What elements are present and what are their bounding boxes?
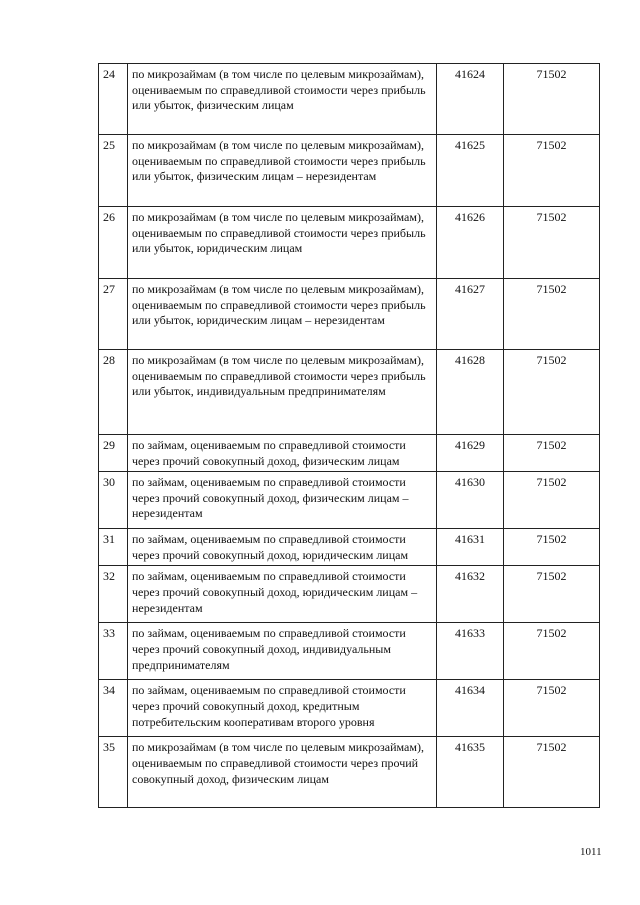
account-code-1: 41629 <box>437 435 504 472</box>
row-number: 24 <box>99 64 128 135</box>
row-description: по займам, оцениваемым по справедливой стоимости через прочий совокупный доход, юридическим лицам <box>128 529 437 566</box>
table-body <box>99 64 600 808</box>
row-number: 32 <box>99 566 128 623</box>
row-description: по микрозаймам (в том числе по целевым микрозаймам), оцениваемым по справедливой стоимости через прибыль или убыток, индивидуальным предпринимателям <box>128 350 437 435</box>
row-description: по займам, оцениваемым по справедливой стоимости через прочий совокупный доход, кредитным потребительским кооперативам второго уровня <box>128 680 437 737</box>
account-code-2: 71502 <box>504 737 600 808</box>
account-code-1: 41628 <box>437 350 504 435</box>
account-code-1: 41632 <box>437 566 504 623</box>
account-code-1: 41634 <box>437 680 504 737</box>
row-description: по займам, оцениваемым по справедливой стоимости через прочий совокупный доход, индивидуальным предпринимателям <box>128 623 437 680</box>
account-code-1: 41626 <box>437 207 504 279</box>
table-row <box>99 737 600 808</box>
table-row <box>99 350 600 435</box>
account-code-1: 41635 <box>437 737 504 808</box>
row-number: 35 <box>99 737 128 808</box>
account-code-2: 71502 <box>504 472 600 529</box>
account-code-2: 71502 <box>504 529 600 566</box>
account-code-2: 71502 <box>504 350 600 435</box>
account-code-2: 71502 <box>504 566 600 623</box>
accounts-table <box>98 63 600 808</box>
account-code-1: 41625 <box>437 135 504 207</box>
row-number: 26 <box>99 207 128 279</box>
row-number: 29 <box>99 435 128 472</box>
row-number: 25 <box>99 135 128 207</box>
row-number: 33 <box>99 623 128 680</box>
table-row <box>99 623 600 680</box>
account-code-1: 41630 <box>437 472 504 529</box>
table-row <box>99 207 600 279</box>
row-description: по микрозаймам (в том числе по целевым микрозаймам), оцениваемым по справедливой стоимости через прибыль или убыток, юридическим лицам – нерезидентам <box>128 279 437 350</box>
row-number: 27 <box>99 279 128 350</box>
account-code-2: 71502 <box>504 64 600 135</box>
account-code-1: 41627 <box>437 279 504 350</box>
account-code-2: 71502 <box>504 435 600 472</box>
account-code-2: 71502 <box>504 279 600 350</box>
table-row <box>99 64 600 135</box>
table-row <box>99 566 600 623</box>
page-number: 1011 <box>580 846 602 858</box>
row-description: по микрозаймам (в том числе по целевым микрозаймам), оцениваемым по справедливой стоимости через прибыль или убыток, физическим лицам – нерезидентам <box>128 135 437 207</box>
table-row <box>99 135 600 207</box>
row-description: по микрозаймам (в том числе по целевым микрозаймам), оцениваемым по справедливой стоимости через прочий совокупный доход, физическим лицам <box>128 737 437 808</box>
table-row <box>99 279 600 350</box>
table-row <box>99 529 600 566</box>
table-row <box>99 435 600 472</box>
table-row <box>99 472 600 529</box>
account-code-1: 41633 <box>437 623 504 680</box>
row-number: 31 <box>99 529 128 566</box>
account-code-2: 71502 <box>504 680 600 737</box>
row-description: по микрозаймам (в том числе по целевым микрозаймам), оцениваемым по справедливой стоимости через прибыль или убыток, юридическим лицам <box>128 207 437 279</box>
row-description: по займам, оцениваемым по справедливой стоимости через прочий совокупный доход, физическим лицам <box>128 435 437 472</box>
account-code-2: 71502 <box>504 135 600 207</box>
row-number: 34 <box>99 680 128 737</box>
row-description: по микрозаймам (в том числе по целевым микрозаймам), оцениваемым по справедливой стоимости через прибыль или убыток, физическим лицам <box>128 64 437 135</box>
row-number: 30 <box>99 472 128 529</box>
account-code-2: 71502 <box>504 207 600 279</box>
account-code-2: 71502 <box>504 623 600 680</box>
row-number: 28 <box>99 350 128 435</box>
row-description: по займам, оцениваемым по справедливой стоимости через прочий совокупный доход, юридическим лицам – нерезидентам <box>128 566 437 623</box>
account-code-1: 41624 <box>437 64 504 135</box>
row-description: по займам, оцениваемым по справедливой стоимости через прочий совокупный доход, физическим лицам – нерезидентам <box>128 472 437 529</box>
account-code-1: 41631 <box>437 529 504 566</box>
table-row <box>99 680 600 737</box>
